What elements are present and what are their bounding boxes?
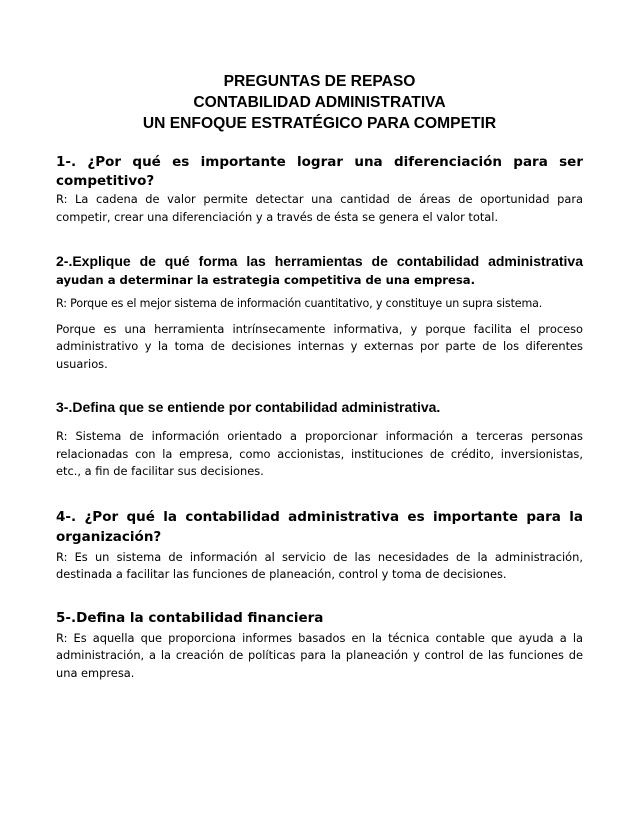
header-line-3: UN ENFOQUE ESTRATÉGICO PARA COMPETIR — [142, 115, 497, 132]
header-line-2: CONTABILIDAD ADMINISTRATIVA — [193, 94, 446, 111]
answer-5 — [56, 630, 583, 683]
question-block-4 — [56, 507, 583, 584]
answer-3 — [56, 428, 583, 481]
answer-5-text: R: Es aquella que proporciona informes basados en la técnica contable que ayuda a la administración, a la creación de políticas para la planeación y control de las funciones de una empresa. — [56, 630, 583, 680]
answer-2-text: R: Porque es el mejor sistema de información cuantitativo, y constituye un supra sistema. — [56, 297, 543, 310]
question-block-2 — [56, 252, 583, 373]
question-1: 1-. ¿Por qué es importante lograr una diferenciación para ser competitivo? — [56, 154, 583, 189]
answer-4-text: R: Es un sistema de información al servicio de las necesidades de la administración, destinada a facilitar las funciones de planeación, control y toma de decisiones. — [56, 549, 583, 581]
answer-3-text: R: Sistema de información orientado a proporcionar información a terceras personas relacionadas con la empresa, como accionistas, instituciones de crédito, inversionistas, etc., a fin de facilitar sus decisiones. — [56, 429, 583, 478]
question-2: 2-.Explique de qué forma las herramientas de contabilidad administrativa — [56, 253, 583, 269]
question-block-3 — [56, 398, 583, 481]
header-line-1: PREGUNTAS DE REPASO — [223, 73, 416, 90]
question-4: 4-. ¿Por qué la contabilidad administrativa es importante para la organización? — [56, 508, 583, 545]
answer-4 — [56, 549, 583, 584]
answer-2-text-continued: Porque es una herramienta intrínsecamente informativa, y porque facilita el proceso administrativo y la toma de decisiones internas y externas por parte de los diferentes usuarios. — [56, 321, 583, 371]
answer-1 — [56, 191, 583, 226]
question-5: 5-.Defina la contabilidad financiera — [56, 609, 324, 626]
answer-2 — [56, 295, 583, 373]
answer-1-text: R: La cadena de valor permite detectar una cantidad de áreas de oportunidad para competir, crear una diferenciación y a través de ésta se genera el valor total. — [56, 192, 583, 224]
document-header — [56, 71, 583, 134]
question-2-continued: ayudan a determinar la estrategia competitiva de una empresa. — [56, 273, 475, 287]
question-block-5 — [56, 609, 583, 683]
question-block-1 — [56, 153, 583, 226]
question-3: 3-.Defina que se entiende por contabilidad administrativa. — [56, 399, 441, 415]
